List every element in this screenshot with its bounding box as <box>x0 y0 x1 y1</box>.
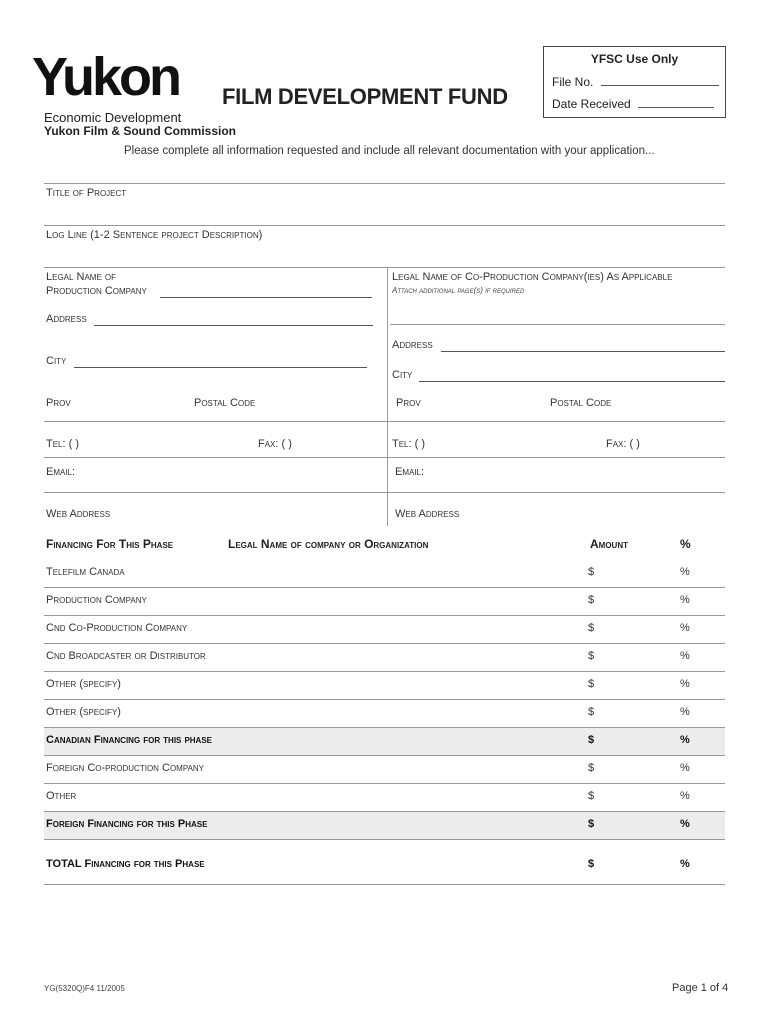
percent-symbol[interactable]: % <box>680 818 690 830</box>
financing-row-label: Foreign Co-production Company <box>46 762 205 774</box>
tel-fax-field[interactable] <box>44 457 387 458</box>
commission-name: Yukon Film & Sound Commission <box>44 124 237 138</box>
attach-pages-note: Attach additional page(s) if required <box>392 286 525 295</box>
financing-row-line[interactable] <box>44 839 725 840</box>
file-no-row <box>552 75 719 89</box>
percent-symbol[interactable]: % <box>680 734 690 746</box>
percent-symbol[interactable]: % <box>680 678 690 690</box>
office-use-box <box>543 46 726 118</box>
office-use-title: YFSC Use Only <box>590 52 679 66</box>
coproduction-postal-code-label: Postal Code <box>550 397 612 409</box>
percent-header: % <box>680 537 691 551</box>
amount-currency-symbol[interactable]: $ <box>588 858 595 870</box>
coproduction-city-field[interactable] <box>419 380 725 382</box>
coproduction-name-field[interactable] <box>390 324 725 325</box>
amount-currency-symbol[interactable]: $ <box>588 818 595 830</box>
file-no-label: File No. <box>552 75 594 89</box>
address-label: Address <box>46 313 87 325</box>
amount-currency-symbol[interactable]: $ <box>588 706 595 718</box>
coproduction-email-field[interactable] <box>387 492 725 493</box>
address-field[interactable] <box>94 324 373 326</box>
financing-row-label: Telefilm Canada <box>46 566 125 578</box>
form-title: FILM DEVELOPMENT FUND <box>222 84 508 109</box>
prov-label: Prov <box>46 397 71 409</box>
amount-currency-symbol[interactable]: $ <box>588 622 595 634</box>
department-name: Economic Development <box>44 110 182 125</box>
city-label: City <box>46 355 67 367</box>
financing-row-label: Production Company <box>46 594 147 606</box>
amount-currency-symbol[interactable]: $ <box>588 762 595 774</box>
divider <box>44 183 725 184</box>
tel-label: Tel: ( ) <box>46 438 79 450</box>
column-divider <box>387 268 388 526</box>
web-address-label: Web Address <box>46 508 111 520</box>
amount-currency-symbol[interactable]: $ <box>588 790 595 802</box>
amount-currency-symbol[interactable]: $ <box>588 566 595 578</box>
title-of-project-label: Title of Project <box>46 187 127 199</box>
financing-row-label: Other (specify) <box>46 706 121 718</box>
financing-row-line[interactable] <box>44 671 725 672</box>
financing-row-label: Cnd Co-Production Company <box>46 622 188 634</box>
legal-name-label-line1: Legal Name of <box>46 271 116 283</box>
financing-row-line[interactable] <box>44 699 725 700</box>
financing-row-line[interactable] <box>44 615 725 616</box>
financing-row-label: Cnd Broadcaster or Distributor <box>46 650 206 662</box>
coproduction-city-label: City <box>392 369 413 381</box>
financing-row-line[interactable] <box>44 783 725 784</box>
production-company-field[interactable] <box>160 296 372 298</box>
prov-postal-field[interactable] <box>44 421 387 422</box>
amount-currency-symbol[interactable]: $ <box>588 650 595 662</box>
legal-name-org-header: Legal Name of company or Organization <box>228 537 429 551</box>
financing-row-label: Other <box>46 790 77 802</box>
coproduction-fax-label: Fax: ( ) <box>606 438 640 450</box>
date-received-label: Date Received <box>552 97 631 111</box>
amount-header: Amount <box>590 537 628 551</box>
coproduction-tel-label: Tel: ( ) <box>392 438 425 450</box>
title-of-project-field[interactable] <box>44 225 725 226</box>
financing-row-line[interactable] <box>44 884 725 885</box>
logline-label: Log Line (1-2 Sentence project Description) <box>46 229 263 241</box>
coproduction-web-address-label: Web Address <box>395 508 460 520</box>
amount-currency-symbol[interactable]: $ <box>588 594 595 606</box>
yukon-logo <box>32 47 182 112</box>
financing-row-line[interactable] <box>44 643 725 644</box>
coproduction-address-label: Address <box>392 339 433 351</box>
legal-name-label-line2: Production Company <box>46 285 147 297</box>
fax-label: Fax: ( ) <box>258 438 292 450</box>
percent-symbol[interactable]: % <box>680 858 690 870</box>
percent-symbol[interactable]: % <box>680 566 690 578</box>
percent-symbol[interactable]: % <box>680 650 690 662</box>
coproduction-legal-name-label: Legal Name of Co-Production Company(ies) As Applicable <box>392 271 673 283</box>
financing-row-label: Other (specify) <box>46 678 121 690</box>
financing-row-line[interactable] <box>44 587 725 588</box>
page-number: Page 1 of 4 <box>672 982 729 994</box>
amount-currency-symbol[interactable]: $ <box>588 734 595 746</box>
email-field[interactable] <box>44 492 387 493</box>
financing-phase-header: Financing For This Phase <box>46 537 174 551</box>
percent-symbol[interactable]: % <box>680 762 690 774</box>
coproduction-email-label: Email: <box>395 466 425 478</box>
postal-code-label: Postal Code <box>194 397 256 409</box>
form-code: YG(5320Q)F4 11/2005 <box>44 984 125 993</box>
financing-row-label: Canadian Financing for this phase <box>46 734 213 746</box>
percent-symbol[interactable]: % <box>680 622 690 634</box>
city-field[interactable] <box>74 366 367 368</box>
coproduction-prov-postal-field[interactable] <box>387 421 725 422</box>
date-received-field[interactable] <box>638 106 714 108</box>
email-label: Email: <box>46 466 76 478</box>
percent-symbol[interactable]: % <box>680 594 690 606</box>
intro-text: Please complete all information requested and include all relevant documentation with your application... <box>124 145 655 157</box>
coproduction-tel-fax-field[interactable] <box>387 457 725 458</box>
amount-currency-symbol[interactable]: $ <box>588 678 595 690</box>
date-received-row <box>552 97 714 111</box>
percent-symbol[interactable]: % <box>680 790 690 802</box>
logline-field[interactable] <box>44 267 725 268</box>
financing-row-line[interactable] <box>44 755 725 756</box>
coproduction-address-field[interactable] <box>441 350 725 352</box>
logo-wordmark: Yukon <box>32 47 180 107</box>
coproduction-prov-label: Prov <box>396 397 421 409</box>
financing-row-label: Foreign Financing for this Phase <box>46 818 208 830</box>
percent-symbol[interactable]: % <box>680 706 690 718</box>
financing-row-label: TOTAL Financing for this Phase <box>46 858 205 870</box>
file-no-field[interactable] <box>601 84 719 86</box>
